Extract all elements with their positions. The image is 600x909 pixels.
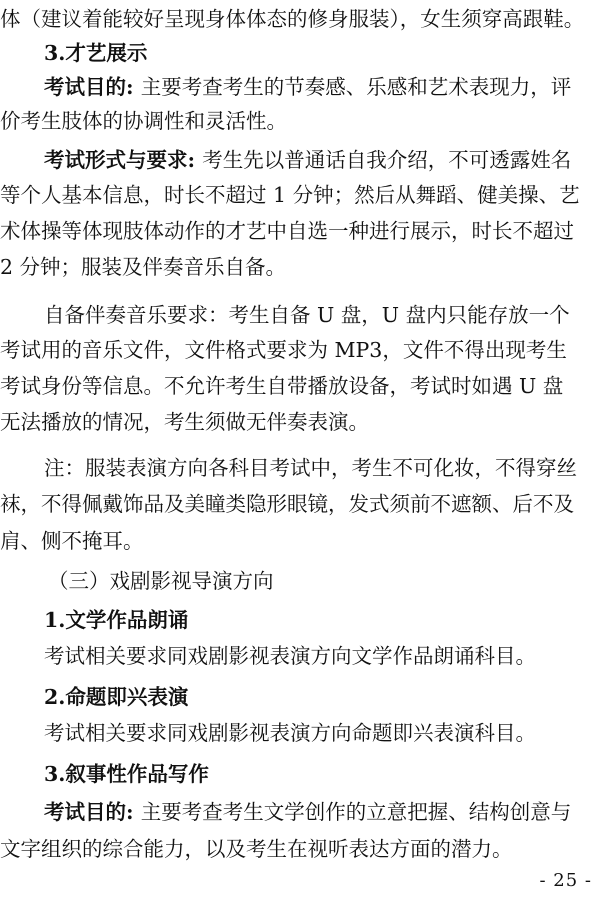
line-text: 考试用的音乐文件，文件格式要求为 MP3，文件不得出现考生 bbox=[0, 338, 567, 362]
page-number: - 25 - bbox=[539, 870, 592, 891]
section-heading bbox=[0, 759, 600, 789]
section-heading bbox=[0, 38, 600, 68]
paragraph-line bbox=[0, 300, 600, 330]
paragraph-line bbox=[0, 489, 600, 519]
line-text: 自备伴奏音乐要求：考生自备 U 盘，U 盘内只能存放一个 bbox=[44, 303, 570, 327]
line-text: 等个人基本信息，时长不超过 1 分钟；然后从舞蹈、健美操、艺 bbox=[0, 183, 580, 207]
paragraph-line bbox=[0, 145, 600, 175]
bold-label: 考试形式与要求: bbox=[44, 148, 203, 172]
heading-text: 1.文学作品朗诵 bbox=[44, 608, 189, 632]
line-text: 体（建议着能较好呈现身体体态的修身服装），女生须穿高跟鞋。 bbox=[0, 7, 585, 31]
line-text: 考试相关要求同戏剧影视表演方向命题即兴表演科目。 bbox=[44, 721, 536, 745]
line-text: 主要考查考生的节奏感、乐感和艺术表现力，评 bbox=[140, 75, 572, 99]
paragraph-line bbox=[0, 216, 600, 246]
heading-text: 3.叙事性作品写作 bbox=[44, 762, 209, 786]
line-text: 文字组织的综合能力，以及考生在视听表达方面的潜力。 bbox=[0, 837, 513, 861]
paragraph-line bbox=[0, 106, 600, 136]
line-text: 考生先以普通话自我介绍，不可透露姓名 bbox=[202, 148, 572, 172]
heading-text: （三）戏剧影视导演方向 bbox=[48, 569, 274, 593]
paragraph-line bbox=[0, 526, 600, 556]
paragraph-line bbox=[0, 4, 600, 34]
line-text: 价考生肢体的协调性和灵活性。 bbox=[0, 109, 287, 133]
line-text: 肩、侧不掩耳。 bbox=[0, 529, 144, 553]
paragraph-line bbox=[0, 72, 600, 102]
section-heading bbox=[0, 605, 600, 635]
heading-text: 2.命题即兴表演 bbox=[44, 685, 189, 709]
paragraph-line bbox=[0, 834, 600, 864]
bold-label: 考试目的: bbox=[44, 800, 141, 824]
line-text: 考试相关要求同戏剧影视表演方向文学作品朗诵科目。 bbox=[44, 644, 536, 668]
line-text: 无法播放的情况，考生须做无伴奏表演。 bbox=[0, 410, 369, 434]
paragraph-line bbox=[0, 407, 600, 437]
paragraph-line bbox=[0, 718, 600, 748]
line-text: 2 分钟；服装及伴奏音乐自备。 bbox=[0, 255, 287, 279]
paragraph-line bbox=[0, 797, 600, 827]
line-text: 考试身份等信息。不允许考生自带播放设备，考试时如遇 U 盘 bbox=[0, 374, 564, 398]
heading-text: 3.才艺展示 bbox=[44, 41, 148, 65]
line-text: 注：服装表演方向各科目考试中，考生不可化妆，不得穿丝 bbox=[44, 456, 577, 480]
line-text: 主要考查考生文学创作的立意把握、结构创意与 bbox=[140, 800, 572, 824]
section-heading bbox=[0, 682, 600, 712]
line-text: 术体操等体现肢体动作的才艺中自选一种进行展示，时长不超过 bbox=[0, 219, 574, 243]
paragraph-line bbox=[0, 371, 600, 401]
paragraph-line bbox=[0, 252, 600, 282]
line-text: 袜，不得佩戴饰品及美瞳类隐形眼镜，发式须前不遮额、后不及 bbox=[0, 492, 574, 516]
bold-label: 考试目的: bbox=[44, 75, 141, 99]
paragraph-line bbox=[0, 453, 600, 483]
paragraph-line bbox=[0, 335, 600, 365]
paragraph-line bbox=[0, 641, 600, 671]
section-heading bbox=[0, 566, 600, 596]
paragraph-line bbox=[0, 180, 600, 210]
